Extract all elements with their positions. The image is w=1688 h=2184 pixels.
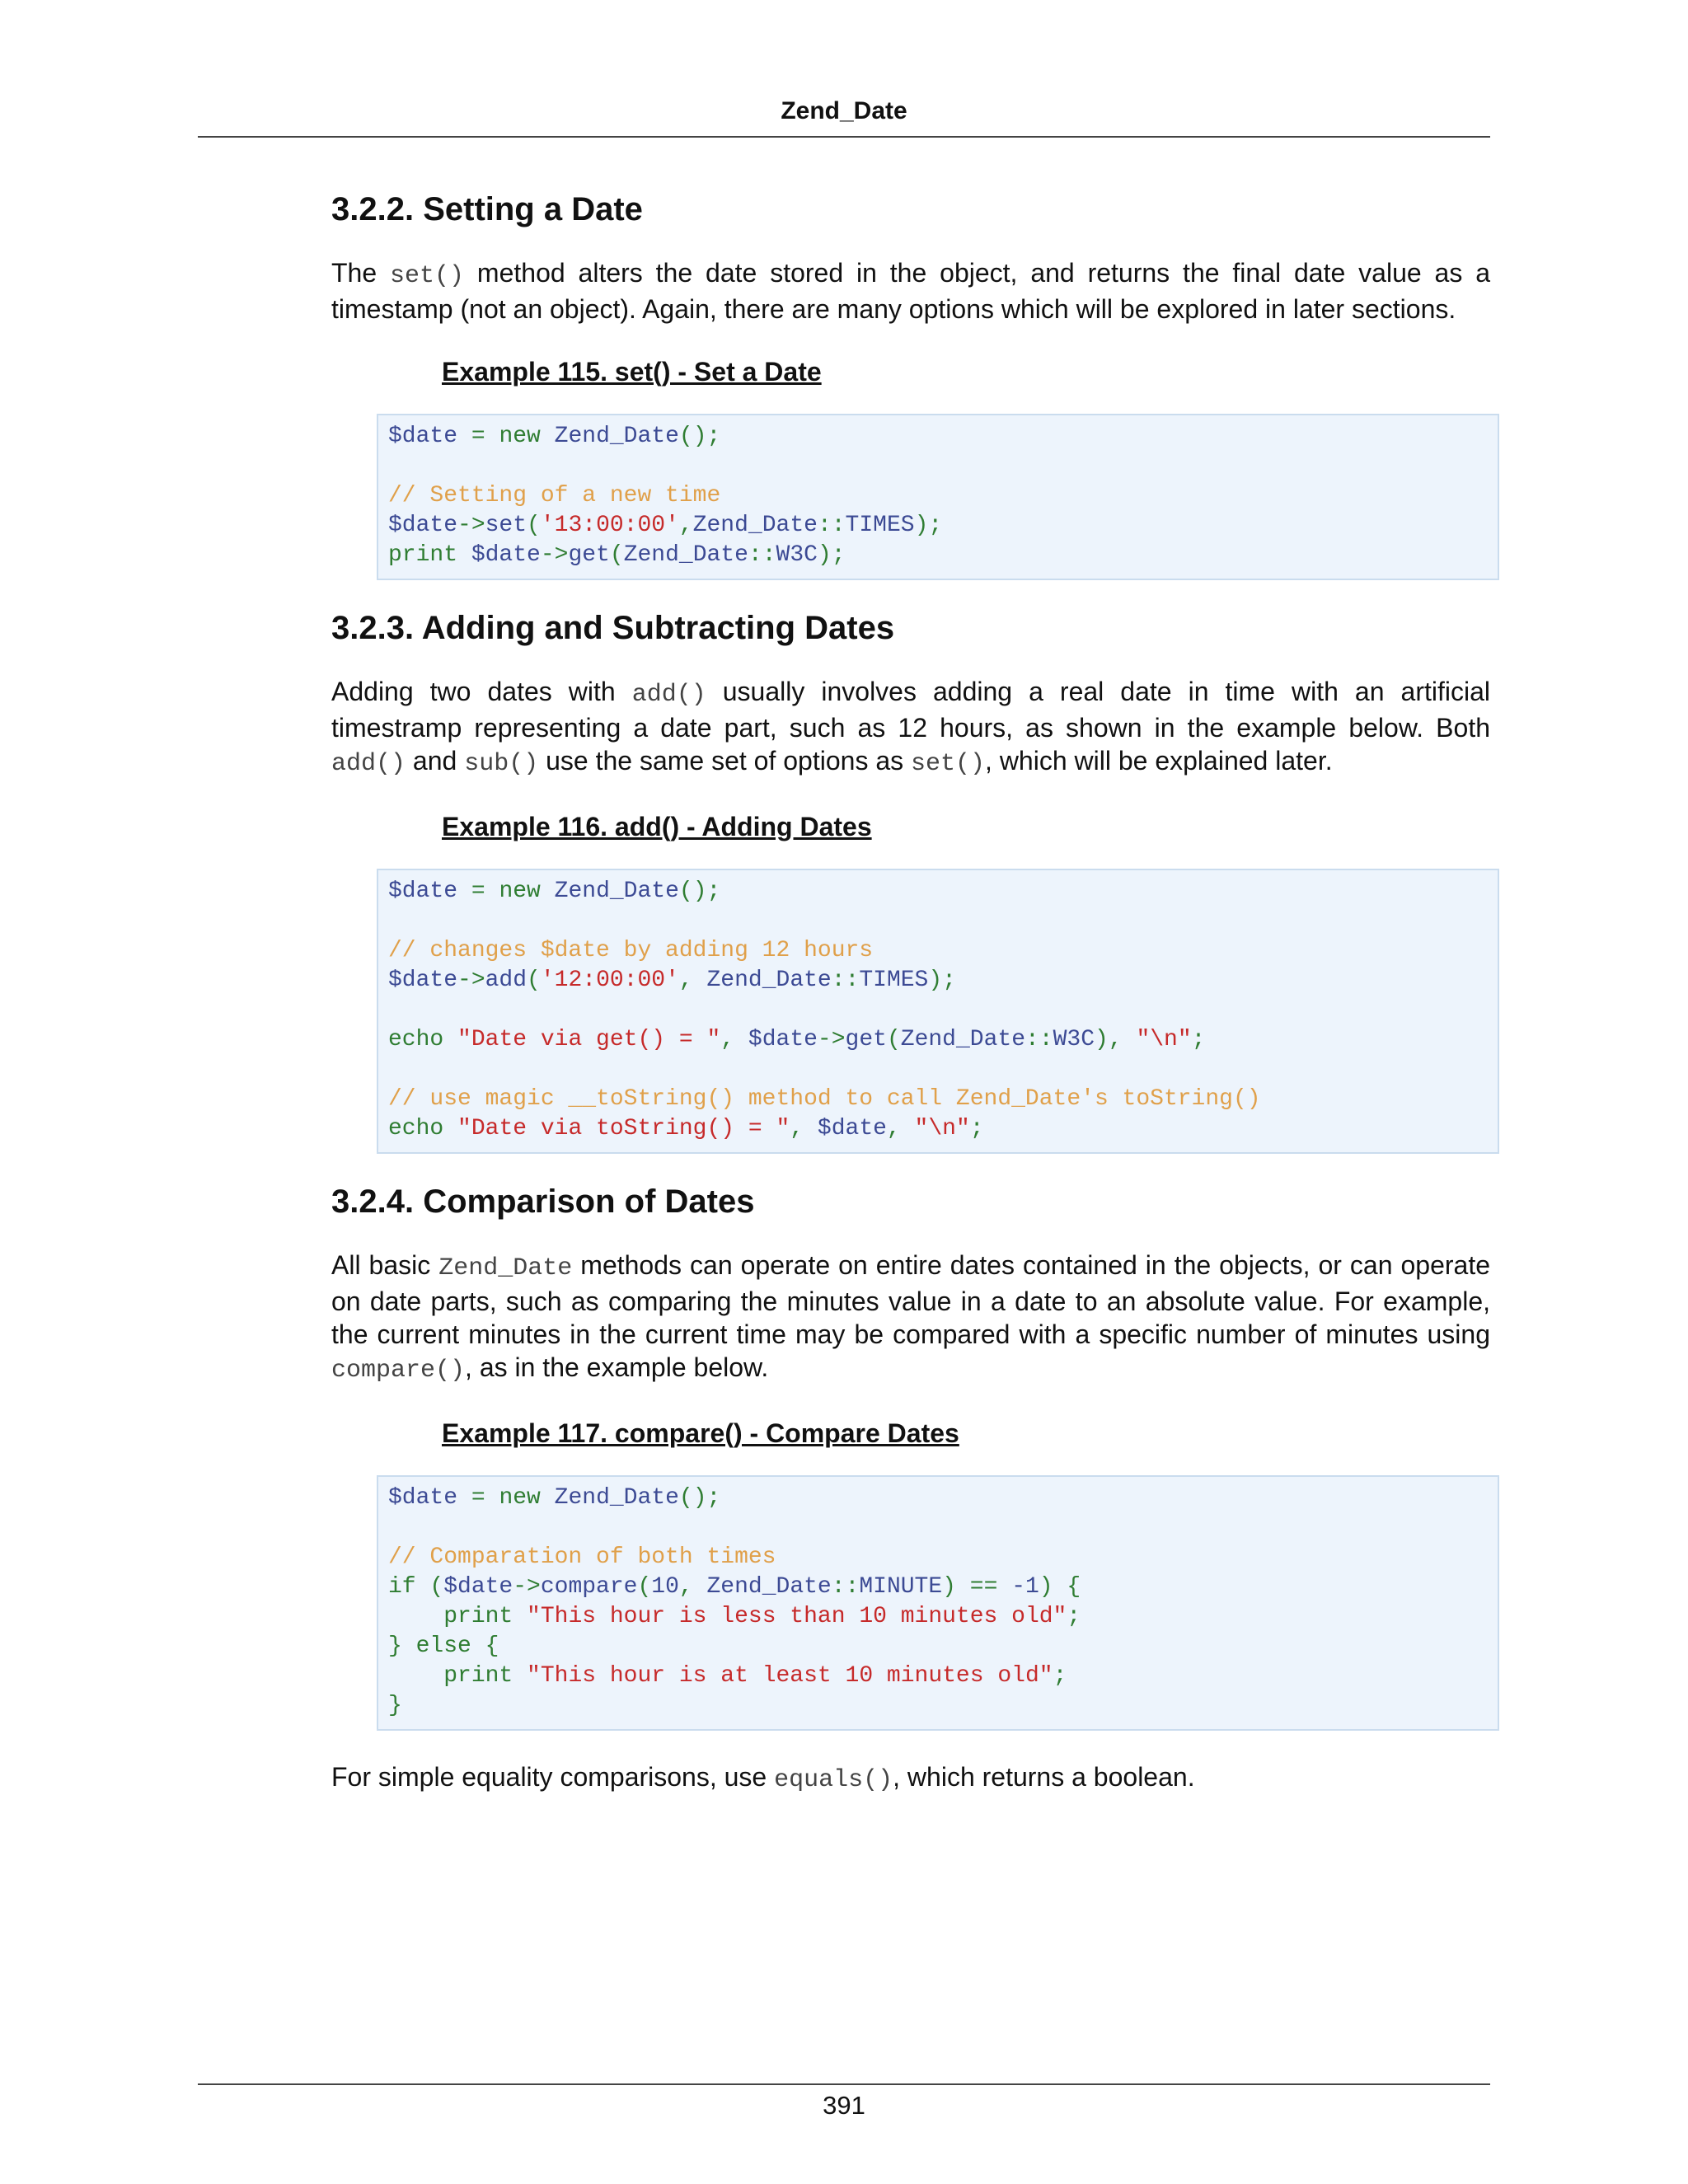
- code-token: TIMES: [845, 513, 915, 538]
- code-line: [388, 1572, 1488, 1602]
- code-token: ::: [831, 968, 860, 993]
- code-token: ::: [831, 1574, 860, 1600]
- code-token: $date: [817, 1116, 887, 1141]
- code-token: get: [568, 542, 610, 568]
- text: , which returns a boolean.: [893, 1762, 1195, 1792]
- code-line: [388, 877, 1488, 907]
- section-paragraph: [331, 1249, 1490, 1387]
- code-token: new: [499, 879, 541, 904]
- page-number: 391: [823, 2091, 865, 2120]
- section-heading: 3.2.3. Adding and Subtracting Dates: [331, 610, 895, 646]
- inline-code: add(): [331, 750, 406, 778]
- code-token: "\n": [914, 1116, 970, 1141]
- code-token: print: [388, 1663, 513, 1689]
- code-token: ->: [457, 968, 485, 993]
- section-heading: 3.2.2. Setting a Date: [331, 191, 643, 227]
- code-token: "This hour is less than 10 minutes old": [527, 1604, 1067, 1629]
- code-token: ->: [513, 1574, 541, 1600]
- code-token: Zend_Date: [540, 879, 679, 904]
- code-token: $date: [388, 1485, 458, 1511]
- code-line: [388, 1513, 1488, 1543]
- code-token: -1: [1011, 1574, 1039, 1600]
- code-token: (: [415, 1574, 444, 1600]
- code-token: Zend_Date: [706, 968, 832, 993]
- code-token: TIMES: [859, 968, 929, 993]
- code-token: W3C: [776, 542, 818, 568]
- code-token: add: [485, 968, 528, 993]
- code-token: =: [457, 424, 499, 449]
- code-token: $date: [457, 542, 541, 568]
- code-token: $date: [388, 879, 458, 904]
- inline-code: add(): [631, 681, 706, 709]
- code-token: Zend_Date: [706, 1574, 832, 1600]
- section-paragraph: [331, 256, 1490, 326]
- code-token: // Comparation of both times: [388, 1544, 776, 1570]
- code-token: ,: [886, 1116, 915, 1141]
- code-line: [388, 1114, 1488, 1144]
- code-token: (: [609, 542, 624, 568]
- code-token: ->: [540, 542, 569, 568]
- code-token: [443, 1116, 457, 1141]
- text: The: [331, 258, 391, 288]
- code-line: [388, 452, 1488, 481]
- code-token: Zend_Date: [540, 1485, 679, 1511]
- code-token: ::: [748, 542, 776, 568]
- code-line: [388, 996, 1488, 1025]
- code-token: $date: [388, 513, 458, 538]
- code-line: [388, 1483, 1488, 1513]
- code-token: }: [388, 1633, 416, 1659]
- code-token: get: [845, 1027, 887, 1052]
- section-paragraph: [331, 675, 1490, 780]
- text: , which will be explained later.: [985, 746, 1333, 776]
- code-token: );: [928, 968, 956, 993]
- code-line: [388, 481, 1488, 511]
- inline-code: set(): [911, 750, 986, 778]
- text: methods can operate on entire dates contained in the objects, or can operate on date parts, such as comparing the minutes value in a date to an absolute value. For example, the current minutes in the current time may be compared with a specific number of minutes using: [331, 1250, 1491, 1349]
- code-line: [388, 1025, 1488, 1055]
- code-token: W3C: [1053, 1027, 1095, 1052]
- inline-code: compare(): [331, 1357, 466, 1385]
- code-block: [377, 1475, 1499, 1731]
- code-token: ,: [678, 968, 707, 993]
- code-token: "Date via toString() = ": [457, 1116, 790, 1141]
- code-token: ();: [678, 879, 721, 904]
- code-token: if: [388, 1574, 416, 1600]
- text: method alters the date stored in the object, and returns the final date value as a timestamp (not an object). Again, there are many options which will be explored in later sections.: [331, 258, 1491, 324]
- section-heading: 3.2.4. Comparison of Dates: [331, 1183, 755, 1220]
- code-line: [388, 511, 1488, 541]
- code-token: (: [637, 1574, 652, 1600]
- text: usually involves adding a real date in time with an artificial timestramp representing a date part, such as 12 hours, as shown in the example below. Both: [331, 677, 1491, 743]
- code-token: // use magic __toString() method to call Zend_Date's toString(): [388, 1086, 1261, 1112]
- inline-code: sub(): [464, 750, 539, 778]
- code-token: (: [527, 968, 541, 993]
- code-line: [388, 541, 1488, 570]
- code-token: print: [388, 542, 458, 568]
- code-token: // Setting of a new time: [388, 483, 721, 509]
- code-line: [388, 422, 1488, 452]
- inline-code: Zend_Date: [438, 1254, 573, 1282]
- code-token: $date: [388, 424, 458, 449]
- code-token: =: [457, 879, 499, 904]
- code-token: ();: [678, 1485, 721, 1511]
- code-token: ,: [720, 1027, 748, 1052]
- code-token: Zend_Date: [623, 542, 748, 568]
- code-token: '13:00:00': [540, 513, 679, 538]
- example-title: Example 116. add() - Adding Dates: [442, 812, 872, 841]
- code-token: ();: [678, 424, 721, 449]
- footer-rule: [198, 2083, 1490, 2085]
- code-line: [388, 966, 1488, 996]
- code-token: "Date via get() = ": [457, 1027, 721, 1052]
- text: All basic: [331, 1250, 439, 1280]
- code-token: ),: [1095, 1027, 1137, 1052]
- code-token: {: [471, 1633, 499, 1659]
- code-token: [513, 1663, 527, 1689]
- code-token: ,: [678, 1574, 707, 1600]
- code-line: [388, 907, 1488, 936]
- closing-paragraph: [331, 1760, 1490, 1797]
- code-line: [388, 1543, 1488, 1572]
- code-token: ::: [817, 513, 846, 538]
- code-token: ;: [969, 1116, 984, 1141]
- code-token: $date: [388, 968, 458, 993]
- example-title: Example 115. set() - Set a Date: [442, 357, 822, 387]
- code-line: [388, 1661, 1488, 1691]
- code-token: Zend_Date: [900, 1027, 1025, 1052]
- code-token: MINUTE: [859, 1574, 943, 1600]
- code-token: 10: [651, 1574, 679, 1600]
- header-rule: [198, 136, 1490, 138]
- code-token: );: [914, 513, 943, 538]
- code-token: "\n": [1136, 1027, 1192, 1052]
- code-token: // changes $date by adding 12 hours: [388, 938, 874, 963]
- code-token: ) {: [1039, 1574, 1081, 1600]
- inline-code: equals(): [774, 1766, 893, 1794]
- code-token: Zend_Date: [540, 424, 679, 449]
- code-line: [388, 1055, 1488, 1085]
- code-line: [388, 1085, 1488, 1114]
- code-token: (: [527, 513, 541, 538]
- code-token: "This hour is at least 10 minutes old": [527, 1663, 1053, 1689]
- code-token: );: [817, 542, 846, 568]
- code-token: ->: [817, 1027, 846, 1052]
- text: , as in the example below.: [465, 1352, 769, 1382]
- code-token: print: [388, 1604, 513, 1629]
- code-token: new: [499, 424, 541, 449]
- code-token: }: [388, 1693, 402, 1718]
- code-token: [513, 1604, 527, 1629]
- code-token: ,: [678, 513, 693, 538]
- text: Adding two dates with: [331, 677, 632, 706]
- text: and: [406, 746, 465, 776]
- code-token: [443, 1027, 457, 1052]
- code-token: ;: [1053, 1663, 1067, 1689]
- example-title: Example 117. compare() - Compare Dates: [442, 1418, 959, 1448]
- code-token: echo: [388, 1116, 444, 1141]
- page-content: [331, 191, 1490, 1797]
- code-token: ,: [790, 1116, 818, 1141]
- code-line: [388, 936, 1488, 966]
- code-token: '12:00:00': [540, 968, 679, 993]
- code-token: else: [415, 1633, 471, 1659]
- code-token: ::: [1025, 1027, 1053, 1052]
- code-token: Zend_Date: [692, 513, 818, 538]
- code-token: $date: [748, 1027, 818, 1052]
- code-block: [377, 414, 1499, 580]
- code-block: [377, 869, 1499, 1154]
- code-token: =: [457, 1485, 499, 1511]
- code-token: new: [499, 1485, 541, 1511]
- code-line: [388, 1602, 1488, 1632]
- code-line: [388, 1691, 1488, 1721]
- code-token: compare: [540, 1574, 638, 1600]
- code-token: ;: [1191, 1027, 1206, 1052]
- code-token: ;: [1067, 1604, 1081, 1629]
- code-token: $date: [443, 1574, 513, 1600]
- code-line: [388, 1632, 1488, 1661]
- inline-code: set(): [390, 262, 465, 290]
- code-token: ) ==: [942, 1574, 1012, 1600]
- code-token: ->: [457, 513, 485, 538]
- code-token: set: [485, 513, 528, 538]
- text: use the same set of options as: [538, 746, 912, 776]
- text: For simple equality comparisons, use: [331, 1762, 775, 1792]
- code-token: (: [886, 1027, 901, 1052]
- running-header: Zend_Date: [781, 97, 907, 124]
- code-token: echo: [388, 1027, 444, 1052]
